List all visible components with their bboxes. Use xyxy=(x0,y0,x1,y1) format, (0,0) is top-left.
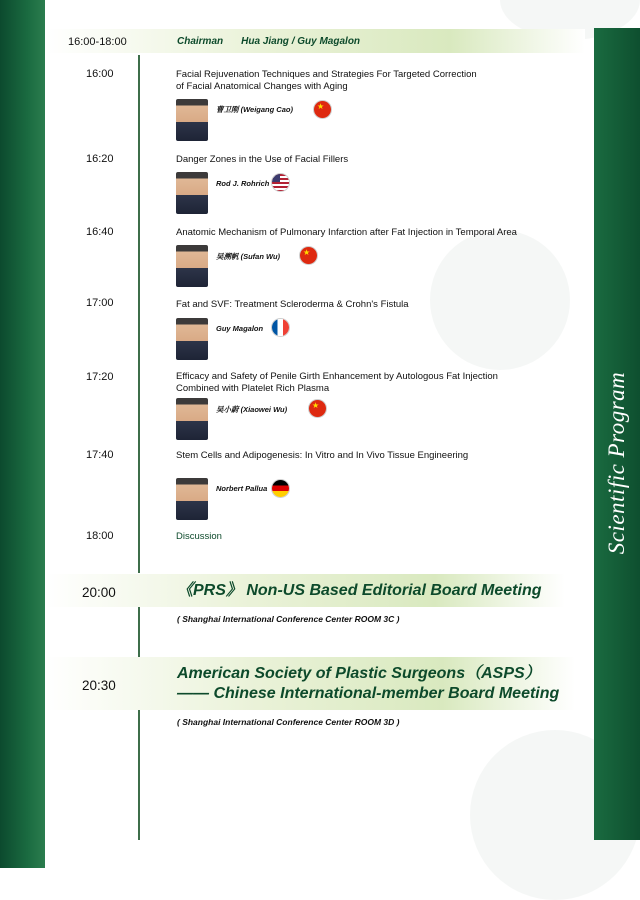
france-flag-icon xyxy=(272,319,289,336)
talk-title: Stem Cells and Adipogenesis: In Vitro and In Vivo Tissue Engineering xyxy=(176,450,469,461)
talk-title xyxy=(176,371,556,395)
meeting-time: 20:30 xyxy=(82,678,116,693)
meeting-title-line: —— Chinese International-member Board Meeting xyxy=(177,685,560,702)
discussion-time: 18:00 xyxy=(86,530,114,542)
germany-flag-icon xyxy=(272,480,289,497)
timeline-line xyxy=(138,607,140,657)
meeting-title xyxy=(177,664,559,704)
talk-title: Anatomic Mechanism of Pulmonary Infarction after Fat Injection in Temporal Area xyxy=(176,227,517,238)
china-flag-icon xyxy=(309,400,326,417)
speaker-photo xyxy=(176,398,208,440)
section-title: Scientific Program xyxy=(604,371,629,555)
speaker-name: Guy Magalon xyxy=(216,324,264,333)
speaker-name: 曹卫刚 (Weigang Cao) xyxy=(216,105,293,114)
talk-title-line: Combined with Platelet Rich Plasma xyxy=(176,383,330,394)
section-side-tab xyxy=(594,28,640,840)
talk-title-line: Efficacy and Safety of Penile Girth Enhancement by Autologous Fat Injection xyxy=(176,371,498,382)
talk-time: 17:20 xyxy=(86,371,114,383)
speaker-name: Rod J. Rohrich xyxy=(216,179,270,188)
talk-time: 16:20 xyxy=(86,153,114,165)
talk-time: 17:40 xyxy=(86,449,114,461)
discussion-label: Discussion xyxy=(176,531,222,542)
talk-title: Danger Zones in the Use of Facial Fillers xyxy=(176,154,349,165)
talk-title-line: Facial Rejuvenation Techniques and Strategies For Targeted Correction xyxy=(176,69,477,80)
speaker-name: Norbert Pallua xyxy=(216,484,268,493)
speaker-photo xyxy=(176,318,208,360)
usa-flag-icon xyxy=(272,174,289,191)
chair-label: Chairman xyxy=(177,36,224,47)
meeting-time: 20:00 xyxy=(82,585,116,600)
talk-title xyxy=(176,69,556,93)
timeline-line xyxy=(138,710,140,840)
speaker-photo xyxy=(176,172,208,214)
chair-names: Hua Jiang / Guy Magalon xyxy=(241,36,361,47)
talk-time: 16:00 xyxy=(86,68,114,80)
speaker-photo xyxy=(176,99,208,141)
left-decorative-bar xyxy=(0,0,45,868)
talk-title: Fat and SVF: Treatment Scleroderma & Crohn's Fistula xyxy=(176,299,409,310)
meeting-title-line: American Society of Plastic Surgeons（ASPS） xyxy=(177,665,541,682)
meeting-venue: ( Shanghai International Conference Center ROOM 3C ) xyxy=(177,614,400,624)
session-chair xyxy=(177,36,360,47)
china-flag-icon xyxy=(300,247,317,264)
speaker-photo xyxy=(176,245,208,287)
meeting-venue: ( Shanghai International Conference Center ROOM 3D ) xyxy=(177,717,400,727)
speaker-name: 吴小蔚 (Xiaowei Wu) xyxy=(216,405,288,414)
timeline-line xyxy=(138,55,140,573)
speaker-photo xyxy=(176,478,208,520)
talk-time: 17:00 xyxy=(86,297,114,309)
talk-time: 16:40 xyxy=(86,226,114,238)
speaker-name: 吴溯帆 (Sufan Wu) xyxy=(216,252,281,261)
meeting-title: 《PRS》 Non-US Based Editorial Board Meeting xyxy=(177,582,542,599)
session-time: 16:00-18:00 xyxy=(68,36,127,48)
talk-title-line: of Facial Anatomical Changes with Aging xyxy=(176,81,348,92)
china-flag-icon xyxy=(314,101,331,118)
